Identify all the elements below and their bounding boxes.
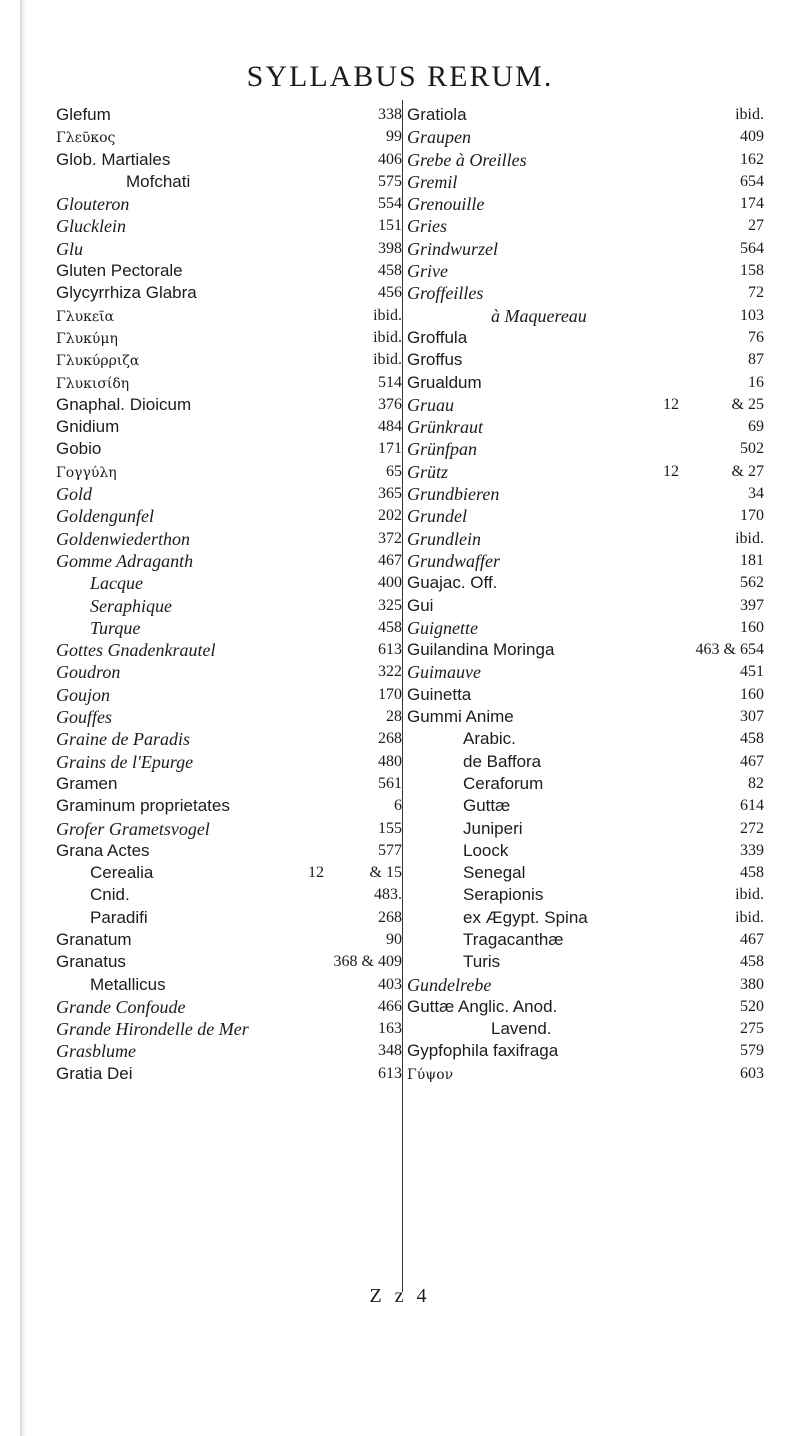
entry-page-number: 268 [378,730,402,748]
index-entry [56,661,402,683]
entry-term: Goldengunfel [56,506,154,527]
index-entry [407,572,764,594]
entry-term: Gratia Dei [56,1063,133,1083]
entry-term: Glycyrrhiza Glabra [56,283,197,303]
entry-term: Γλυκεῖα [56,308,115,325]
entry-page-number: 34 [748,485,764,503]
entry-page-number: 365 [378,485,402,503]
index-entry [56,416,402,438]
index-entry [407,149,764,171]
entry-term: Juniperi [463,818,523,838]
entry-term: Arabic. [463,729,516,749]
entry-term: Groffeilles [407,283,484,304]
entry-term: Grana Actes [56,840,150,860]
entry-term: Gold [56,484,92,505]
entry-term: Guttæ [463,796,511,816]
entry-term: Gratiola [407,105,467,124]
index-entry [56,104,402,126]
entry-page-number: 151 [378,217,402,235]
entry-page-number: 272 [740,819,764,837]
entry-term: Granatum [56,929,132,949]
index-entry [56,773,402,795]
entry-page-number: ibid. [735,908,764,926]
index-entry [407,215,764,237]
page-binding-edge [20,0,26,1436]
entry-term: Γογγύλη [56,464,117,481]
index-entry [407,773,764,795]
entry-page-number: 372 [378,529,402,547]
entry-page-number: 514 [378,373,402,391]
index-entry [407,260,764,282]
entry-term: Γλυκύμη [56,330,118,347]
index-entry [56,550,402,572]
entry-page-number: 483. [374,886,402,904]
entry-page-number: 614 [740,797,764,815]
index-entry [407,929,764,951]
entry-term: Turis [463,952,501,972]
entry-term: Γύψον [407,1066,454,1083]
index-entry [407,706,764,728]
entry-term: Grundlein [407,528,481,549]
entry-term: Guilandina Moringa [407,640,555,660]
index-entry [407,661,764,683]
entry-page-prefix: 12 [308,864,324,882]
entry-term: Gnaphal. Dioicum [56,394,192,414]
index-entry [407,996,764,1018]
entry-page-number: 170 [740,507,764,525]
entry-term: Grünkraut [407,417,483,438]
entry-page-number: 575 [378,172,402,190]
index-entry [56,438,402,460]
index-entry [407,528,764,550]
entry-page-number: 268 [378,908,402,926]
entry-page-number: 398 [378,239,402,257]
entry-term: Grindwurzel [407,238,499,259]
entry-page-number: 181 [740,551,764,569]
index-entry [407,505,764,527]
entry-term: Gluten Pectorale [56,261,183,281]
index-entry [56,149,402,171]
entry-term: Senegal [463,863,526,883]
entry-page-number: 458 [740,864,764,882]
entry-term: Metallicus [90,974,166,994]
entry-term: Groffula [407,327,468,347]
index-column-right [407,104,764,1085]
index-entry [407,104,764,126]
index-entry [407,617,764,639]
entry-page-number: & 27 [731,462,764,480]
entry-page-number: 158 [740,262,764,280]
entry-term: Gremil [407,171,458,192]
entry-page-number: 613 [378,641,402,659]
entry-term: Grütz [407,461,449,482]
entry-page-number: 27 [748,217,764,235]
column-divider [402,100,403,1292]
index-entry [56,305,402,327]
entry-page-number: 339 [740,841,764,859]
entry-page-prefix: 12 [663,462,679,480]
entry-term: Grande Hirondelle de Mer [56,1019,249,1040]
entry-page-number: 28 [386,708,402,726]
index-entry [56,639,402,661]
entry-term: Grains de l'Epurge [56,751,194,772]
entry-page-number: 76 [748,328,764,346]
entry-term: Grive [407,261,448,282]
entry-page-number: 458 [740,953,764,971]
entry-page-number: ibid. [373,328,402,346]
index-entry [56,951,402,973]
index-entry [407,951,764,973]
index-entry [56,327,402,349]
entry-page-number: 397 [740,596,764,614]
entry-term: Gundelrebe [407,974,492,995]
index-entry [407,907,764,929]
index-entry [407,795,764,817]
entry-term: Mofchati [126,171,191,191]
entry-term: Ceraforum [463,773,544,793]
index-entry [56,528,402,550]
entry-page-number: ibid. [735,886,764,904]
index-entry [407,818,764,840]
index-entry [56,996,402,1018]
entry-page-number: 603 [740,1064,764,1082]
entry-page-number: 456 [378,284,402,302]
entry-term: Γλυκισίδη [56,375,130,392]
entry-term: Glob. Martiales [56,149,171,169]
entry-term: Seraphique [90,595,172,616]
entry-page-number: 6 [394,797,402,815]
index-entry [407,171,764,193]
index-entry [407,461,764,483]
index-entry [56,461,402,483]
entry-page-number: 99 [386,128,402,146]
index-entry [407,282,764,304]
index-entry [407,372,764,394]
entry-page-number: 451 [740,663,764,681]
entry-page-number: 322 [378,663,402,681]
entry-page-number: 65 [386,462,402,480]
entry-term: Goldenwiederthon [56,528,190,549]
entry-term: Grenouille [407,194,485,215]
index-entry [407,126,764,148]
index-entry [56,751,402,773]
entry-page-number: 579 [740,1042,764,1060]
entry-term: Gnidium [56,417,120,437]
entry-term: Grünfpan [407,439,478,460]
index-entry [56,706,402,728]
entry-term: Glouteron [56,194,130,215]
entry-page-number: 275 [740,1020,764,1038]
index-entry [56,617,402,639]
index-entry [407,438,764,460]
entry-term: Grundel [407,506,467,527]
entry-page-number: ibid. [373,351,402,369]
index-entry [56,1018,402,1040]
entry-page-number: 307 [740,708,764,726]
entry-term: Glu [56,238,83,259]
entry-term: Grande Confoude [56,996,186,1017]
entry-term: Gummi Anime [407,707,514,727]
index-entry [407,1018,764,1040]
index-entry [56,238,402,260]
index-entry [56,394,402,416]
entry-term: Grasblume [56,1041,136,1062]
entry-term: Granatus [56,952,126,972]
entry-term: Γλεῦκος [56,130,116,147]
index-entry [407,840,764,862]
entry-page-number: 467 [740,752,764,770]
index-entry [56,1063,402,1085]
index-entry [56,572,402,594]
index-entry [407,684,764,706]
entry-page-number: 458 [740,730,764,748]
index-entry [407,1063,764,1085]
entry-term: Glucklein [56,216,126,237]
entry-page-number: 162 [740,150,764,168]
entry-term: de Baffora [463,751,542,771]
index-entry [407,884,764,906]
index-entry [407,1040,764,1062]
entry-term: Guttæ Anglic. Anod. [407,996,558,1016]
entry-page-number: 484 [378,418,402,436]
entry-page-number: 174 [740,195,764,213]
entry-page-number: & 15 [369,864,402,882]
index-entry [407,193,764,215]
entry-term: Grundbieren [407,484,500,505]
index-entry [407,862,764,884]
entry-page-number: 561 [378,774,402,792]
entry-term: Guignette [407,617,478,638]
index-entry [56,728,402,750]
entry-page-number: ibid. [735,106,764,123]
index-entry [56,215,402,237]
entry-term: Glefum [56,105,111,124]
entry-page-number: 160 [740,685,764,703]
entry-term: Gypfophila faxifraga [407,1041,559,1061]
entry-page-number: 458 [378,618,402,636]
entry-term: Cnid. [90,885,130,905]
entry-page-number: 69 [748,418,764,436]
entry-page-number: 87 [748,351,764,369]
index-entry [407,483,764,505]
entry-page-number: 348 [378,1042,402,1060]
entry-term: Serapionis [463,885,544,905]
index-entry [56,974,402,996]
entry-page-number: 160 [740,618,764,636]
entry-term: Γλυκύρριζα [56,353,140,370]
entry-page-number: 72 [748,284,764,302]
index-entry [56,818,402,840]
entry-page-number: 103 [740,306,764,324]
index-entry [56,862,402,884]
signature-mark: Z z 4 [369,1285,431,1307]
entry-page-number: 458 [378,262,402,280]
entry-page-number: 562 [740,574,764,592]
index-entry [56,595,402,617]
index-entry [407,416,764,438]
entry-page-number: 467 [740,930,764,948]
index-entry [407,394,764,416]
entry-page-number: 577 [378,841,402,859]
entry-page-number: 466 [378,997,402,1015]
index-entry [56,483,402,505]
index-entry [407,595,764,617]
entry-term: Grualdum [407,372,482,392]
index-entry [56,505,402,527]
entry-term: Gomme Adraganth [56,550,194,571]
entry-term: ex Ægypt. Spina [463,907,588,927]
entry-page-number: 613 [378,1064,402,1082]
entry-term: Loock [463,840,509,860]
entry-page-number: 16 [748,373,764,391]
index-entry [56,171,402,193]
entry-page-number: 406 [378,150,402,168]
index-entry [56,260,402,282]
entry-page-number: & 25 [731,395,764,413]
index-entry [56,884,402,906]
entry-term: Grundwaffer [407,550,501,571]
index-entry [407,974,764,996]
index-entry [407,639,764,661]
entry-term: Gramen [56,773,118,793]
entry-page-number: 564 [740,239,764,257]
entry-term: Gries [407,216,447,237]
entry-page-number: 82 [748,774,764,792]
index-entry [56,840,402,862]
index-entry [407,349,764,371]
index-entry [407,728,764,750]
entry-term: à Maquereau [491,305,587,326]
index-entry [407,238,764,260]
entry-page-number: 325 [378,596,402,614]
entry-term: Groffus [407,350,463,370]
index-column-left [56,104,402,1085]
page-title: SYLLABUS RERUM. [246,60,554,93]
entry-term: Guajac. Off. [407,573,498,593]
index-entry [56,126,402,148]
entry-page-number: 368 & 409 [333,953,402,971]
index-entry [56,372,402,394]
entry-page-number: 403 [378,975,402,993]
entry-page-number: 480 [378,752,402,770]
entry-page-number: 463 & 654 [695,641,764,659]
entry-page-number: ibid. [735,529,764,547]
entry-term: Gottes Gnadenkrautel [56,640,216,661]
entry-term: Gui [407,595,434,615]
entry-term: Gouffes [56,707,112,728]
entry-page-number: 90 [386,930,402,948]
index-entry [56,1040,402,1062]
entry-page-number: 170 [378,685,402,703]
index-entry [56,929,402,951]
entry-term: Goujon [56,684,110,705]
entry-page-number: ibid. [373,306,402,324]
entry-page-number: 171 [378,440,402,458]
entry-term: Tragacanthæ [463,929,564,949]
entry-term: Gobio [56,439,102,459]
entry-page-prefix: 12 [663,395,679,413]
index-entry [407,305,764,327]
entry-page-number: 163 [378,1020,402,1038]
entry-term: Graupen [407,127,471,148]
entry-page-number: 409 [740,128,764,146]
index-entry [407,751,764,773]
entry-term: Paradifi [90,907,148,927]
entry-term: Grofer Grametsvogel [56,818,210,839]
entry-term: Lavend. [491,1019,552,1039]
index-entry [56,907,402,929]
entry-page-number: 400 [378,574,402,592]
index-entry [56,684,402,706]
entry-term: Guinetta [407,684,472,704]
index-entry [56,282,402,304]
entry-page-number: 376 [378,395,402,413]
index-entry [407,327,764,349]
entry-term: Grebe à Oreilles [407,149,527,170]
entry-page-number: 554 [378,195,402,213]
entry-page-number: 380 [740,975,764,993]
entry-term: Cerealia [90,863,154,883]
entry-page-number: 467 [378,551,402,569]
entry-term: Graine de Paradis [56,729,190,750]
entry-page-number: 502 [740,440,764,458]
entry-page-number: 202 [378,507,402,525]
entry-term: Goudron [56,662,121,683]
entry-page-number: 338 [378,106,402,123]
entry-page-number: 520 [740,997,764,1015]
entry-term: Lacque [90,573,143,594]
entry-term: Gruau [407,394,455,415]
index-entry [56,193,402,215]
entry-term: Turque [90,617,141,638]
entry-page-number: 654 [740,172,764,190]
entry-term: Guimauve [407,662,481,683]
entry-term: Graminum proprietates [56,796,230,816]
index-entry [56,795,402,817]
entry-page-number: 155 [378,819,402,837]
index-entry [407,550,764,572]
index-entry [56,349,402,371]
